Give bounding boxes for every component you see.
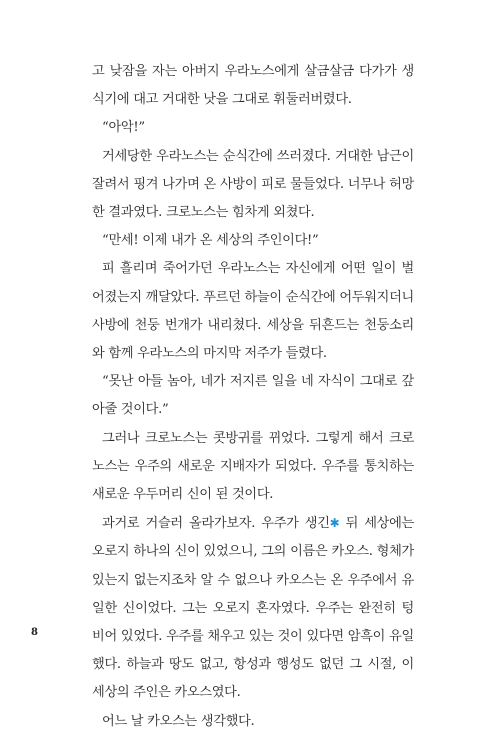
paragraph-4: “만세! 이제 내가 온 세상의 주인이다!” — [102, 233, 319, 249]
page-number: 8 — [31, 627, 38, 638]
paragraph-8 — [92, 509, 414, 707]
paragraph-6: “못난 아들 놈아, 네가 저지른 일을 네 자식이 그대로 갚아줄 것이다.” — [92, 374, 414, 418]
paragraph-5: 피 흘리며 죽어가던 우라노스는 자신에게 어떤 일이 벌어졌는지 깨달았다. 푸르던 하늘이 순식간에 어두워지더니 사방에 천둥 번개가 내리쳤다. 세상을 뒤흔드는 천둥소리와 함께 우라노스의 마지막 저주가 들렸다. — [92, 261, 414, 362]
paragraph-3: 거세당한 우라노스는 순식간에 쓰러졌다. 거대한 남근이 잘려서 핑겨 나가며 온 사방이 피로 물들었다. 너무나 허망한 결과였다. 크로노스는 힘차게 외쳤다. — [92, 148, 414, 221]
paragraph-2: “아악!” — [102, 120, 145, 136]
footnote-star-icon[interactable]: ✱ — [329, 516, 340, 531]
paragraph-8-text-after: 뒤 세상에는 오로지 하나의 신이 있었으니, 그의 이름은 카오스. 형체가 있는지 없는지조차 알 수 없으나 카오스는 온 우주에서 유일한 신이었다. 그는 오로지 혼자였다. 우주는 완전히 텅 비어 있었다. 우주를 채우고 있는 것이 있다면 암흑이 유일했다. 하늘과 땅도 없고, 항성과 행성도 없던 그 시절, 이 세상의 주인은 카오스였다. — [92, 516, 414, 701]
paragraph-8-text-before: 과거로 거슬러 올라가보자. 우주가 생긴 — [102, 516, 330, 532]
paragraph-7: 그러나 크로노스는 콧방귀를 뀌었다. 그렇게 해서 크로노스는 우주의 새로운 지배자가 되었다. 우주를 통치하는 새로운 우두머리 신이 된 것이다. — [92, 430, 414, 503]
body-text — [92, 58, 414, 736]
paragraph-1: 고 낮잠을 자는 아버지 우라노스에게 살금살금 다가가 생식기에 대고 거대한 낫을 그대로 휘둘러버렸다. — [92, 64, 414, 108]
paragraph-9: 어느 날 카오스는 생각했다. — [102, 713, 255, 729]
